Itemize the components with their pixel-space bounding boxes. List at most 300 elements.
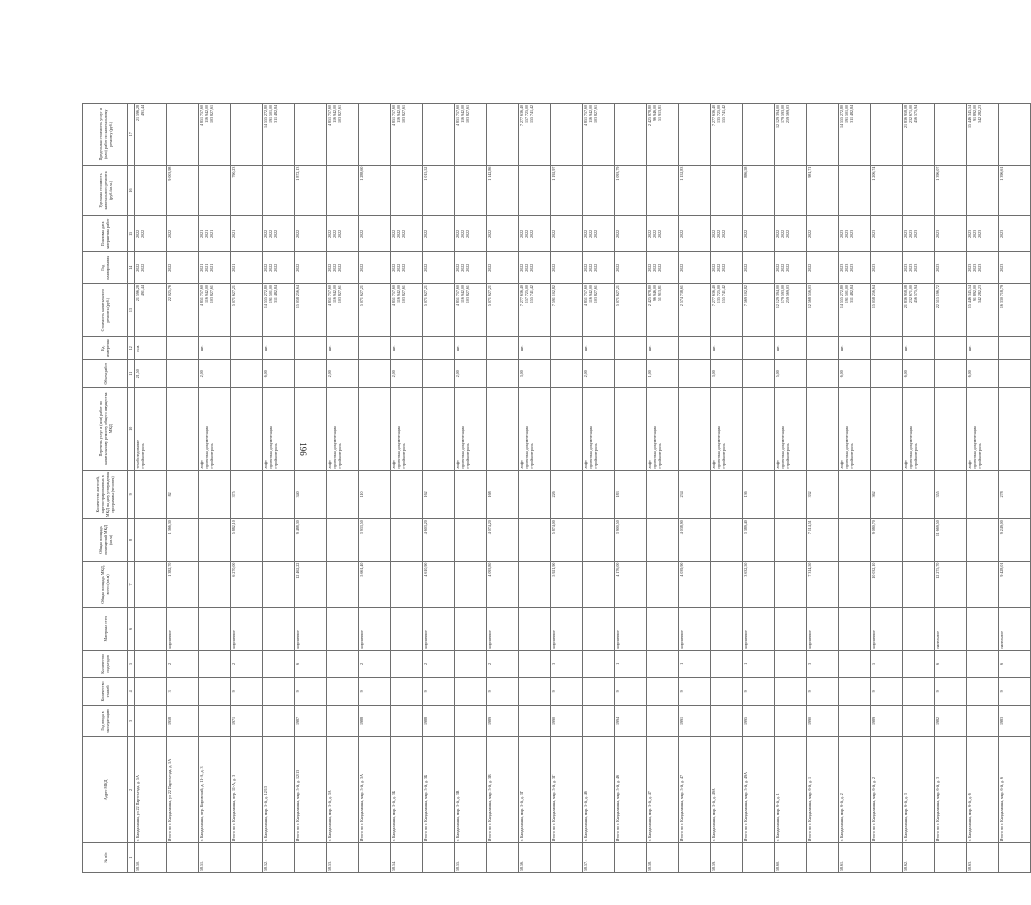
cell-floors: 9 (615, 678, 647, 706)
cell-wall (583, 608, 615, 650)
cell-line: 2023 (999, 263, 1004, 272)
cell-line: стройконтроль (401, 443, 406, 469)
cell-address (743, 737, 775, 843)
cell-unit-cost (647, 165, 679, 216)
cell-num: 58.61. (839, 843, 871, 873)
cell-num (231, 843, 263, 873)
cell-line: 2022 (657, 229, 662, 238)
cell-line: 2022 (721, 263, 726, 272)
cell-end-year (935, 216, 967, 252)
cell-line: 91 892,00 (972, 285, 977, 302)
cell-floors: 9 (551, 678, 583, 706)
cell-line: 2022 (807, 229, 812, 238)
cell-area-total: 4 093,80 (487, 561, 519, 608)
cell-line: 2021 (209, 229, 214, 238)
cell-limit (295, 104, 327, 166)
cell-volume (615, 360, 647, 388)
cell-volume (359, 360, 391, 388)
cell-line: 2022 (583, 229, 588, 238)
cell-year (135, 705, 167, 737)
cell-line: 2023 (913, 263, 918, 272)
cell-line: 491,44 (140, 285, 145, 297)
cell-works (295, 387, 327, 470)
cell-line: 7 277 636,40 (711, 285, 716, 307)
cell-unit: шт. (839, 337, 871, 360)
cell-line: проектная документация (396, 426, 401, 469)
cell-wall: кирпичное (231, 608, 263, 650)
cell-cost (487, 284, 519, 337)
cell-line: 116 942,00 (332, 285, 337, 304)
cell-address (359, 737, 391, 843)
column-header: № п/п (83, 843, 128, 873)
cell-unit (295, 337, 327, 360)
cell-line: Итого по г. Кандалакша, мкр. 5-й, д. 3Г (551, 774, 556, 842)
table-row (551, 104, 583, 873)
cell-line: 4 851 757,60 (455, 105, 460, 126)
cell-entrances (519, 650, 551, 678)
cell-address (775, 737, 807, 843)
cell-year: 1989 (871, 705, 903, 737)
cell-residents (967, 470, 999, 519)
cell-line: 2022 (263, 229, 268, 238)
cell-line: 103 827,61 (401, 285, 406, 304)
cell-cost (903, 284, 935, 337)
cell-line: 179 593,00 (780, 285, 785, 304)
cell-plan-year (647, 252, 679, 284)
column-header: Удельная стоимость капитального ремонта (руб./кв.м.) (83, 165, 128, 216)
cell-num: 58.63. (967, 843, 999, 873)
cell-limit (807, 104, 839, 166)
cell-entrances: 3 (807, 650, 839, 678)
table-row (519, 104, 551, 873)
cell-address (519, 737, 551, 843)
cell-year: 1988 (359, 705, 391, 737)
cell-line: 2022 (652, 263, 657, 272)
cell-line: проектная документация (844, 426, 849, 469)
cell-unit: шт. (711, 337, 743, 360)
cell-floors: 9 (999, 678, 1031, 706)
cell-end-year (647, 216, 679, 252)
cell-entrances: 2 (423, 650, 455, 678)
cell-works (391, 387, 423, 470)
cell-wall (839, 608, 871, 650)
cell-line: лифт (775, 460, 780, 469)
column-number: 17 (128, 104, 135, 166)
cell-unit-cost: 9 003,98 (167, 165, 199, 216)
cell-line: 2 425 878,80 (647, 285, 652, 307)
cell-line: лифт (839, 460, 844, 469)
cell-line: г. Кандалакша, ул 22 Партсъезда, д. 5А (135, 775, 140, 842)
cell-year: 1995 (743, 705, 775, 737)
cell-year: 1991 (679, 705, 711, 737)
column-number: 15 (128, 216, 135, 252)
cell-unit-cost: 1 152,83 (679, 165, 711, 216)
cell-line: 7 591 102,82 (551, 285, 556, 307)
cell-limit (615, 104, 647, 166)
cell-unit-cost (519, 165, 551, 216)
column-header: Общая площадь помещений МКД (кв.м) (83, 519, 128, 561)
cell-unit-cost (967, 165, 999, 216)
cell-line: техобследование (135, 440, 140, 469)
cell-residents: 226 (551, 470, 583, 519)
cell-line: 91 892,00 (972, 105, 977, 121)
cell-line: 2022 (359, 229, 364, 238)
column-number: 5 (128, 650, 135, 678)
cell-plan-year (551, 252, 583, 284)
cell-area-total (199, 561, 231, 608)
cell-line: стройконтроль (913, 443, 918, 469)
cell-cost (583, 284, 615, 337)
cell-end-year (615, 216, 647, 252)
cell-end-year (199, 216, 231, 252)
cell-line: 12 129 394,00 (775, 105, 780, 128)
column-header: Год ввода в эксплуатацию (83, 705, 128, 737)
cell-floors: 9 (871, 678, 903, 706)
cell-line: 456 575,94 (913, 285, 918, 304)
cell-unit-cost: 886,58 (743, 165, 775, 216)
cell-line: 2023 (977, 263, 982, 272)
cell-line: г. Кандалакша, мкр. 5-й, д. 3А (327, 790, 332, 842)
cell-year: 1990 (551, 705, 583, 737)
cell-cost (711, 284, 743, 337)
cell-line: 2022 (657, 263, 662, 272)
cell-unit-cost: 981,71 (807, 165, 839, 216)
cell-line: 155 741,42 (721, 285, 726, 304)
cell-unit: шт. (455, 337, 487, 360)
column-header: Ед. измерения (83, 337, 128, 360)
cell-end-year (263, 216, 295, 252)
cell-limit (871, 104, 903, 166)
cell-area-premises: 9 080,70 (871, 519, 903, 561)
cell-line: проектная документация (716, 426, 721, 469)
cell-num: 58.55. (455, 843, 487, 873)
cell-line: Итого по г. Кандалакша, мкр. 6-й, д. 3 (935, 776, 940, 842)
cell-floors: 9 (807, 678, 839, 706)
cell-line: лифт (647, 460, 652, 469)
cell-line: 2022 (327, 229, 332, 238)
cell-plan-year (295, 252, 327, 284)
cell-wall: панельное (999, 608, 1031, 650)
cell-year: 1988 (423, 705, 455, 737)
cell-wall (455, 608, 487, 650)
cell-line: 2021 (204, 229, 209, 238)
cell-area-total (903, 561, 935, 608)
cell-address (423, 737, 455, 843)
cell-wall: кирпичное (679, 608, 711, 650)
cell-num: 58.52. (263, 843, 295, 873)
cell-cost (167, 284, 199, 337)
table-row (999, 104, 1031, 873)
cell-unit: п.м. (135, 337, 167, 360)
cell-line: 2022 (551, 263, 556, 272)
cell-residents: 183 (615, 470, 647, 519)
cell-line: 157 725,00 (524, 285, 529, 304)
cell-entrances (199, 650, 231, 678)
table-row (615, 104, 647, 873)
cell-year: 1994 (615, 705, 647, 737)
cell-line: 2022 (140, 263, 145, 272)
cell-line: 7 277 636,40 (519, 105, 524, 126)
column-number: 14 (128, 252, 135, 284)
cell-num: 58.60. (775, 843, 807, 873)
cell-address (711, 737, 743, 843)
cell-area-premises (583, 519, 615, 561)
cell-line: 2022 (268, 263, 273, 272)
cell-limit (583, 104, 615, 166)
cell-line: 2021 (231, 229, 236, 238)
cell-volume (551, 360, 583, 388)
cell-residents: 278 (999, 470, 1031, 519)
cell-line: проектная документация (204, 426, 209, 469)
cell-line: 311 482,84 (273, 105, 278, 123)
cell-unit (999, 337, 1031, 360)
cell-line: 2022 (401, 263, 406, 272)
cell-num: 58.56. (519, 843, 551, 873)
cell-line: Итого по г. Кандалакша, мкр. 6-й, д. 2 (871, 776, 876, 842)
cell-line: г. Кандалакша, мкр. 6-й, д. 6 (967, 793, 972, 842)
cell-plan-year (903, 252, 935, 284)
cell-works (231, 387, 263, 470)
cell-address (903, 737, 935, 843)
cell-volume (423, 360, 455, 388)
cell-address (231, 737, 263, 843)
cell-plan-year (775, 252, 807, 284)
cell-line: 5 071 627,21 (487, 285, 492, 307)
cell-area-premises: 4 038,90 (679, 519, 711, 561)
table-row (935, 104, 967, 873)
cell-line: 2022 (588, 263, 593, 272)
cell-line: Итого по г. Кандалакша, мкр. 5-й, д. 46 (615, 774, 620, 842)
cell-address (455, 737, 487, 843)
cell-unit: шт. (967, 337, 999, 360)
cell-cost (199, 284, 231, 337)
cell-wall (647, 608, 679, 650)
cell-line: 5 071 627,21 (615, 285, 620, 307)
cell-line: 15 058 256,64 (295, 285, 300, 309)
cell-plan-year (423, 252, 455, 284)
cell-num (359, 843, 391, 873)
cell-unit-cost (775, 165, 807, 216)
cell-volume (295, 360, 327, 388)
cell-plan-year (679, 252, 711, 284)
cell-plan-year (967, 252, 999, 284)
cell-works (423, 387, 455, 470)
cell-limit (839, 104, 871, 166)
cell-volume: 21,50 (135, 360, 167, 388)
cell-line: 116 942,00 (588, 285, 593, 304)
cell-end-year (871, 216, 903, 252)
cell-wall (263, 608, 295, 650)
cell-line: 2022 (652, 229, 657, 238)
cell-line: 2021 (231, 263, 236, 272)
cell-area-premises: 9 249,00 (999, 519, 1031, 561)
cell-year (327, 705, 359, 737)
cell-volume: 6,00 (903, 360, 935, 388)
cell-residents: 162 (423, 470, 455, 519)
cell-year (391, 705, 423, 737)
cell-line: 2022 (337, 229, 342, 238)
cell-year: 1987 (295, 705, 327, 737)
cell-unit-cost: 1 206,74 (871, 165, 903, 216)
cell-area-premises: 4 074,20 (487, 519, 519, 561)
cell-line: 2022 (465, 263, 470, 272)
cell-num: 58.57. (583, 843, 615, 873)
cell-area-premises (647, 519, 679, 561)
cell-address (295, 737, 327, 843)
cell-line: 5 071 627,21 (423, 285, 428, 307)
cell-works (455, 387, 487, 470)
cell-works (711, 387, 743, 470)
cell-wall (711, 608, 743, 650)
cell-residents: 234 (679, 470, 711, 519)
cell-area-total (711, 561, 743, 608)
cell-line: 259 569,03 (785, 285, 790, 304)
cell-num: 58.62. (903, 843, 935, 873)
cell-line: Итого по г. Кандалакша, пер. 11-А, д. 3 (231, 774, 236, 842)
cell-entrances: 1 (679, 650, 711, 678)
cell-area-premises: 9 488,30 (295, 519, 327, 561)
cell-wall (519, 608, 551, 650)
cell-line: 2022 (167, 263, 172, 272)
table-row (775, 104, 807, 873)
cell-plan-year (999, 252, 1031, 284)
column-header: Год планирования (83, 252, 128, 284)
cell-line: 103 827,61 (209, 285, 214, 304)
cell-wall: кирпичное (359, 608, 391, 650)
cell-line: 191 501,00 (844, 285, 849, 304)
cell-unit: шт. (519, 337, 551, 360)
cell-entrances (263, 650, 295, 678)
cell-unit-cost: 1 142,86 (487, 165, 519, 216)
cell-floors: 9 (679, 678, 711, 706)
table-row (167, 104, 199, 873)
cell-volume: 3,00 (711, 360, 743, 388)
cell-end-year (711, 216, 743, 252)
cell-wall: кирпичное (871, 608, 903, 650)
cell-unit: шт. (199, 337, 231, 360)
cell-works (839, 387, 871, 470)
cell-line: 2022 (455, 263, 460, 272)
cell-area-premises (967, 519, 999, 561)
cell-wall (775, 608, 807, 650)
cell-limit (391, 104, 423, 166)
cell-volume: 3,00 (519, 360, 551, 388)
cell-residents: 332 (807, 470, 839, 519)
cell-unit-cost: 790,23 (231, 165, 263, 216)
cell-unit: шт. (903, 337, 935, 360)
cell-line: 103 827,61 (593, 285, 598, 304)
cell-end-year (743, 216, 775, 252)
cell-unit: шт. (391, 337, 423, 360)
cell-line: 2022 (263, 263, 268, 272)
cell-limit (967, 104, 999, 166)
cell-line: г. Кандалакша, мкр. 5-й, д. 3Б (391, 790, 396, 842)
cell-line: 2023 (977, 229, 982, 238)
cell-residents: 136 (743, 470, 775, 519)
cell-area-total: 6 270,00 (231, 561, 263, 608)
cell-floors (199, 678, 231, 706)
cell-line: 2022 (135, 263, 140, 272)
column-number: 2 (128, 737, 135, 843)
cell-residents (647, 470, 679, 519)
cell-floors: 9 (231, 678, 263, 706)
cell-cost (775, 284, 807, 337)
cell-works (871, 387, 903, 470)
cell-wall: кирпичное (295, 608, 327, 650)
cell-unit-cost: 1 396,61 (999, 165, 1031, 216)
cell-limit (263, 104, 295, 166)
cell-volume (743, 360, 775, 388)
cell-line: 116 942,00 (396, 105, 401, 123)
cell-floors (519, 678, 551, 706)
cell-line: 2022 (716, 229, 721, 238)
cell-address (647, 737, 679, 843)
cell-line: стройконтроль (977, 443, 982, 469)
cell-cost (999, 284, 1031, 337)
cell-area-total: 4 039,90 (679, 561, 711, 608)
cell-unit: шт. (647, 337, 679, 360)
cell-line: проектная документация (524, 426, 529, 469)
cell-line: 5 071 627,21 (231, 285, 236, 307)
column-number: 12 (128, 337, 135, 360)
cell-line: г. Кандалакша, мкр. 6-й, д. 3 (903, 793, 908, 842)
cell-unit: шт. (775, 337, 807, 360)
cell-entrances: 2 (359, 650, 391, 678)
cell-line: 2022 (775, 263, 780, 272)
cell-line: 2022 (391, 263, 396, 272)
cell-line: 2023 (908, 229, 913, 238)
cell-address (807, 737, 839, 843)
cell-area-premises: 3 389,40 (743, 519, 775, 561)
cell-line: 2022 (551, 229, 556, 238)
cell-limit (743, 104, 775, 166)
cell-line: 2022 (273, 263, 278, 272)
cell-line: 2022 (423, 263, 428, 272)
cell-unit: шт. (327, 337, 359, 360)
cell-plan-year (711, 252, 743, 284)
column-header: Количество жителей, зарегистрированных в МКД на дату утверждения программы (человек) (83, 470, 128, 519)
cell-area-premises: 1 366,30 (167, 519, 199, 561)
cell-cost (551, 284, 583, 337)
cell-line: 2022 (396, 229, 401, 238)
cell-line: стройконтроль (273, 443, 278, 469)
cell-year (967, 705, 999, 737)
cell-entrances (327, 650, 359, 678)
cell-line: 116 942,00 (204, 285, 209, 304)
cell-area-total: 3 632,50 (743, 561, 775, 608)
cell-line: лифт (583, 460, 588, 469)
cell-wall (967, 608, 999, 650)
cell-unit: шт. (263, 337, 295, 360)
cell-line: 4 851 757,60 (391, 285, 396, 307)
table-row (967, 104, 999, 873)
column-header: Общая площадь МКД, всего (кв.м) (83, 561, 128, 608)
cell-year (583, 705, 615, 737)
cell-volume (807, 360, 839, 388)
cell-area-premises: 3 900,50 (615, 519, 647, 561)
table-row (583, 104, 615, 873)
cell-line: 96 946,00 (652, 285, 657, 302)
cell-area-total: 12 462,22 (295, 561, 327, 608)
cell-unit-cost (583, 165, 615, 216)
cell-entrances (839, 650, 871, 678)
column-header: Количество подъездов (83, 650, 128, 678)
cell-address (615, 737, 647, 843)
cell-works (135, 387, 167, 470)
cell-floors (391, 678, 423, 706)
cell-num (743, 843, 775, 873)
cell-line: 2022 (460, 229, 465, 238)
